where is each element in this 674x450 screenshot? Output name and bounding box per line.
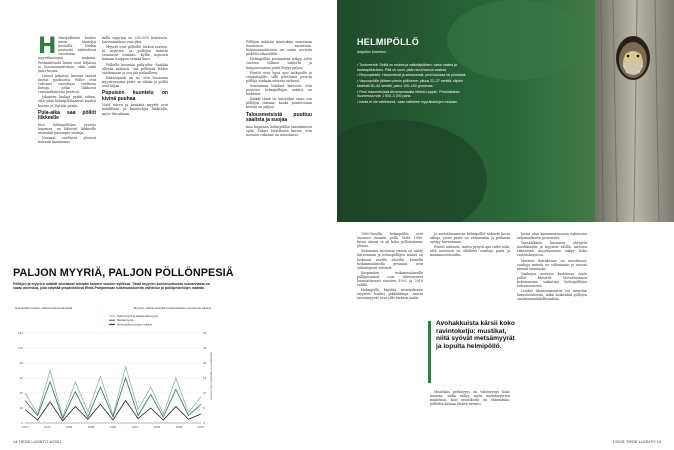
paragraph: Korpimäen tutkimusalueella pöllöpesinnät ovat vähentyneet huomattavasti vuosien 1992 ja 2018 välillä. <box>357 270 423 288</box>
y-left-tick: 40 <box>19 391 23 395</box>
right-page <box>337 0 674 450</box>
paragraph: Mustikan peittävyys on vähentynyt koko maassa, mikä näkyy myös metsämyyrien määrässä. Kun mustikoita on vähemmän, pöllöiltä katoaa tärkeä ravinto. <box>430 390 510 407</box>
text-column-1 <box>38 36 96 145</box>
population-chart <box>13 305 213 440</box>
y-left-tick: 120 <box>17 331 23 335</box>
fact-item: • Pesii havumetsissä Ahvenanmaalta Metsä-Lappiin. Pesimäkanta Suomessa noin 1 500–4 200 paria. <box>357 89 460 99</box>
y-left-tick: 0 <box>21 421 23 425</box>
right-text-column-1 <box>357 232 423 302</box>
subheading: Talousmetsistä puuttuu saalista ja suojaa <box>246 111 312 124</box>
fact-item: • Tuntomerkit: Selkä on ruskea ja valkotäpläinen, vatsa vaalea ja ruskeapilkkuinen. Pää on suuri, pään sivut kasvot vaaleat. <box>357 63 457 72</box>
fact-box <box>357 63 469 106</box>
paragraph: Kääntöpuoli on se, että huonoina myyrävuosina pesiä on vähän ja pöllöt ovat hiljaa. <box>102 75 168 89</box>
chart-intro: Pöllöjen ja myyrien määrät seuraavat toisiaan kolmen vuoden syklissä. Tästä myyrien kolmivuotisesta seurannasta on saatu aineistoa, joka näyttää ympäristössä Etelä-Pohjanmaan tutkimusalueella vaihtelun ja pöllöpesintöjen määrän. <box>13 282 210 291</box>
x-tick: 2015 <box>197 425 205 429</box>
pull-quote-bar <box>428 321 431 383</box>
pull-quote: Avohakkuista kärsii koko ravintoketju: mustikat, niitä syövät metsämyyrät ja lopulta helmipöllö. <box>436 320 515 350</box>
legend-label: Peltomyyrä ja idänkenttämyyrä <box>117 314 159 318</box>
paragraph: Pöntöt auttavat, mutta pysyvä apu tulee siitä, että metsissä on edelleen vanhoja puita ja monimuotoisuutta. <box>430 245 510 258</box>
y-left-tick: 20 <box>19 406 23 410</box>
paragraph: Jokainen laulaja pyrkii siihen, että jokin helmipöllönaaras kuulisi kutsun ja löytäisi pesän. <box>38 95 96 108</box>
subheading: Pula-aika saa pöllöt liikkeelle <box>38 109 96 122</box>
legend-label: Helmipöllön pesien määrä <box>117 322 152 327</box>
y-right-label: Myyrien määrä syksyllä kuukausittaisen seurannan aikana <box>133 306 211 310</box>
paragraph: Metsien ikärakenne on muuttunut, vanhoja metsiä on vähemmän ja nuoria metsiä enemmän. <box>517 258 587 271</box>
paragraph: Helmipöllön pesinnässä näkyy selvä vuosien välinen vaihtelu ja huippuvuosina pesiä löytyy paljon. <box>246 57 312 70</box>
headline: PALJON MYYRIÄ, PALJON PÖLLÖNPESIÄ <box>13 267 234 279</box>
y-left-tick: 80 <box>19 361 23 365</box>
paragraph: luvun alun kymmenesosasta nykyiseen neljännekseen prosenttia. <box>517 232 587 241</box>
drop-cap: H <box>38 34 57 59</box>
paragraph: Seurannan tulokset kertovat, että pesivien helmipöllöjen määrä on laskenut. <box>246 83 312 97</box>
paragraph: Pöllöjen määrän muutoksia seurataan Suomessa vuosittain. Kokonaismäärästä on saatu arvioita pitkältä aikaväliltä. <box>246 40 312 57</box>
paragraph: Kaikki tämä on kuitenkin vasta osa pöllöjen tarinaa, koska pöntöttömiä metsiä on paljon. <box>246 97 312 110</box>
folio-right: 1/2021 TIEDE LUONTO 15 <box>612 439 661 444</box>
text-column-2 <box>102 36 168 117</box>
y-right-tick: 25 <box>203 346 207 350</box>
y-left-tick: 60 <box>19 376 23 380</box>
paragraph: Pöntöt ovat hyvä apu tutkijoille ja rengastajille, sillä pöntöissä pesiviä pöllöjä voidaan seurata tarkasti. <box>246 70 312 83</box>
fact-item: • Elinympäristö: Havumetsät ja sekametsät, pesii kolossa tai pöntössä. <box>357 73 467 78</box>
folio-left: 14 TIEDE LUONTO 1/2021 <box>13 439 62 444</box>
paragraph: Sittemmin suotuisia vuosia on nähty harvemmin ja helmipöllöjen määrä on laskenut useilla alueilla. Monella tutkimusalueella pesinnät ovat vähentyneet selvästi. <box>357 249 423 270</box>
x-tick: 1978 <box>43 425 51 429</box>
right-text-column-2 <box>430 232 510 259</box>
legend-label: Metsämyyrä <box>117 318 134 323</box>
paragraph: Kun linjataan helmipöllön taantumisen syitä, Eskari Meriläinen kertoo, että metsien rakenne on muuttunut. <box>246 124 312 137</box>
y-right-tick: 30 <box>203 331 207 335</box>
x-tick: 1988 <box>87 425 95 429</box>
x-tick: 1997 <box>131 425 139 429</box>
paragraph: Pöllöille kotimaa pula-aika. Saaliita ollessa niukasti, osa pöllöistä lähtee vaeltamaan ja osa jää paikoilleen. <box>102 62 168 75</box>
y-right-tick: 5 <box>203 406 205 410</box>
paragraph: Jo metsäluonnossa helmipöllöt näkevät kovia aikoja, joten pesiä on vähemmän ja poikasia syntyy harvemmin. <box>430 232 510 245</box>
right-text-column-3 <box>517 232 587 303</box>
paragraph: Naaraat vaeltavat yleensä koiraita kauemmas. <box>38 136 96 145</box>
text-column-3 <box>246 40 312 138</box>
paragraph: Vanhojen metsien kadotessa myös pöllöt kärsivät. Metsäluonnon kokonaisuus vaikuttaa helmipöllöjen tulevaisuuteen. <box>517 271 587 289</box>
owl-photo <box>337 0 674 222</box>
subheading: Pupuisen kuuntelu on kivinä puuhaa <box>102 90 168 102</box>
y-right-tick: 0 <box>203 421 205 425</box>
paragraph: Vielä talvea ja keväänä myyrät ovat kohdillaan ja kuuntelijat liikkeellä, myös ilta-aikaan. <box>102 103 168 116</box>
paragraph: Taaskäikissä kuvaavat yhteyttä mustikoiden ja myyrien välillä, metsien rakenteen muuttuminen näkyy koko ravintoketjussa. <box>517 241 587 258</box>
y-right-tick: 15 <box>203 376 207 380</box>
y-right-tick: 20 <box>203 361 207 365</box>
x-tick: 1993 <box>109 425 117 429</box>
paragraph: 1960-luvulla, helmipöllöt ovat Suomen runsain pöllö. Vielä 1990-luvun alussa se oli koko pöllöistämme yleisin. <box>357 232 423 249</box>
y-right-tick: 10 <box>203 391 207 395</box>
x-tick: 2008 <box>175 425 183 429</box>
y-left-label: Helmipöllön pesien määrä tutkimusalueella <box>15 306 73 310</box>
owl-title: HELMIPÖLLÖ <box>357 37 419 47</box>
fact-item: • Kanta ei ole vakiintunut, vaan vaihtelee myyräkantojen mukaan. <box>357 99 459 104</box>
x-tick: 2003 <box>153 425 161 429</box>
paragraph: millä myyrien on 200–300 hehtaaria, harvinaisilaan vain yksi. <box>102 36 168 45</box>
x-tick: 1983 <box>65 425 73 429</box>
owl-image-icon <box>337 0 674 222</box>
paragraph: Myyrät ovat pöllöille tärkeä ravinto, ja myyrien ja pöllöjen määrät seuraavat toisiaan. Kyllin nopeasti kannan huippua seuraa kato. <box>102 45 168 62</box>
paragraph: elmipöllöistä kuulee usein ääntelyä keväällä. Niiden pesinnät vaihtelevat vuosittain myyräkantojen mukaan. Pesimättömät linnut ovat hiljaisia ja huomaamattomia, eikä niitä juuri tavata. <box>38 36 96 73</box>
fact-item: • Varpuspöllön jälkeen pienin pöllömme: pituus 22–27 senttiä, siipien kärkiväli 50–62 senttiä, paino 105–160 grammaa. <box>357 79 464 88</box>
x-tick: 1973 <box>21 425 29 429</box>
y-left-tick: 100 <box>17 346 23 350</box>
source-note: Aineisto: Risto Korpimäki, Jouni Riihimäki <box>210 352 213 400</box>
series-line <box>25 378 201 419</box>
paragraph: Lisäksi ilmastonmuutos voi muuttaa lumiolosuhteita, mikä heikentää pöllöjen saalistusmahdollisuuksia. <box>517 289 587 302</box>
paragraph: Helmipöllö käyttää ravinnokseen myyrien lisäksi pikkulintuja, mutta metsämyyrät ovat sille tärkein saalis. <box>357 288 423 301</box>
paragraph: Kun helmipöllöjen ravinto hupenee, ne lähtevät liikkeelle etsimään parempia seutuja. <box>38 122 96 135</box>
paragraph: Linnut jatkavat, kunnes saavat tiedon puolisosta. Pöllöt ovat vahvasti vuosittain vaeltavia lintuja, jotka liikkuvat ravintotilanteen perässä. <box>38 73 96 95</box>
right-text-column-2b <box>430 390 510 407</box>
owl-latin-name: Aegolius funereus <box>357 50 386 54</box>
